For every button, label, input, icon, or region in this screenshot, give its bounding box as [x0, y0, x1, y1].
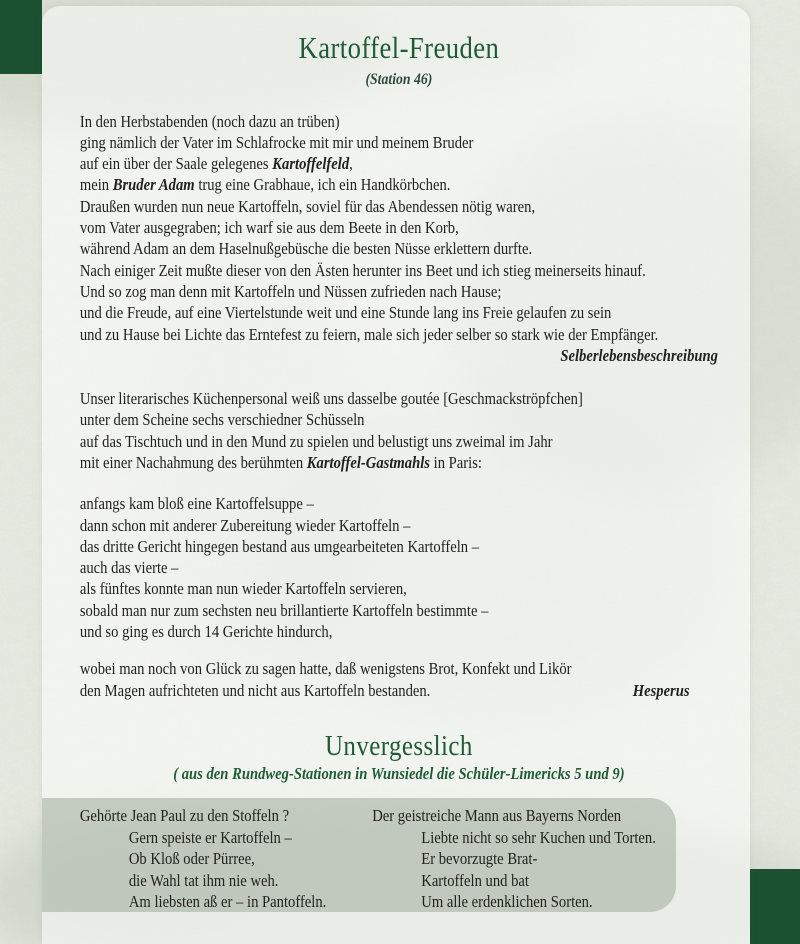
text-line: mein Bruder Adam trug eine Grabhaue, ich ein Handkörbchen. — [79, 175, 451, 195]
text-line: auch das vierte – — [79, 558, 179, 578]
text-line: vom Vater ausgegraben; ich warf sie aus dem Beete in den Korb, — [79, 218, 459, 238]
limerick-left — [42, 805, 372, 912]
emphasized-text: Bruder Adam — [112, 175, 195, 195]
poem-attribution-text: Selberlebensbeschreibung — [560, 345, 718, 365]
text-line: Gehörte Jean Paul zu den Stoffeln ? — [79, 806, 290, 826]
page-title: Kartoffel-Freuden — [298, 30, 500, 65]
text-line: die Wahl tat ihm nie weh. — [128, 870, 279, 890]
text-line: Liebte nicht so sehr Kuchen und Torten. — [421, 827, 656, 847]
text-line: und zu Hause bei Lichte das Erntefest zu feiern, male sich jeder selber so stark wie der Empfänger. — [79, 324, 659, 344]
text-line: Gern speiste er Kartoffeln – — [128, 827, 292, 847]
poem-attribution — [80, 345, 718, 366]
text-line: und die Freude, auf eine Viertelstunde weit und eine Stunde lang ins Freie gelaufen zu sein — [79, 303, 612, 323]
emphasized-text: Kartoffel-Gastmahls — [306, 453, 430, 472]
text-line: Und so zog man denn mit Kartoffeln und Nüssen zufrieden nach Hause; — [79, 281, 502, 301]
text-line: Draußen wurden nun neue Kartoffeln, soviel für das Abendessen nötig waren, — [79, 196, 536, 216]
text-line: unter dem Scheine sechs verschiedner Schüsseln — [79, 410, 365, 430]
poem-block — [80, 111, 718, 345]
emphasized-text: Kartoffelfeld — [272, 154, 350, 174]
card-content — [42, 6, 750, 784]
text-line: auf ein über der Saale gelegenes Kartoffelfeld, — [79, 154, 353, 174]
kitchen-paragraph — [80, 388, 718, 473]
text-line: auf das Tischtuch und in den Mund zu spielen und belustigt uns zweimal im Jahr — [79, 431, 553, 451]
text-line: das dritte Gericht hingegen bestand aus umgearbeiteten Kartoffeln – — [79, 536, 480, 556]
green-corner-right — [750, 869, 800, 944]
page-card — [42, 6, 750, 944]
text-line: während Adam an dem Haselnußgebüsche die besten Nüsse erklettern durfte. — [79, 239, 533, 259]
limerick-right — [372, 805, 676, 912]
text-line: und so ging es durch 14 Gerichte hindurch, — [79, 622, 333, 642]
limericks-panel — [42, 798, 676, 912]
text-line: Kartoffeln und bat — [421, 870, 529, 890]
limericks-columns — [42, 798, 676, 912]
text-line: Unser literarisches Küchenpersonal weiß uns dasselbe goutée [Geschmackströpfchen] — [79, 389, 583, 409]
text-line: In den Herbstabenden (noch dazu an trüben) — [79, 111, 340, 131]
text-line: Am liebsten aß er – in Pantoffeln. — [128, 892, 327, 912]
text-line: Nach einiger Zeit mußte dieser von den Ästen herunter ins Beet und ich stieg meinerseits hinauf. — [79, 260, 646, 280]
text-line: Er bevorzugte Brat- — [421, 849, 538, 869]
text-line: als fünftes konnte man nun wieder Kartoffeln servieren, — [79, 579, 407, 599]
station-subtitle: (Station 46) — [365, 70, 433, 88]
text-line: wobei man noch von Glück zu sagen hatte, daß wenigstens Brot, Konfekt und Likör — [79, 659, 572, 679]
closing-attribution-text: Hesperus — [632, 680, 690, 700]
text-line: sobald man nur zum sechsten neu brillantierte Kartoffeln bestimmte – — [79, 600, 489, 620]
courses-block — [80, 493, 718, 642]
text-line: mit einer Nachahmung des berühmten Kartoffel-Gastmahls in Paris: — [79, 453, 482, 472]
text-line: Der geistreiche Mann aus Bayerns Norden — [372, 806, 622, 826]
section2-subtitle: ( aus den Rundweg-Stationen in Wunsiedel die Schüler-Limericks 5 und 9) — [173, 764, 625, 784]
green-corner-left — [0, 0, 42, 74]
text-line: den Magen aufrichteten und nicht aus Kartoffeln bestanden. — [79, 680, 431, 700]
section2-title: Unvergesslich — [324, 729, 473, 762]
text-line: Um alle erdenklichen Sorten. — [421, 892, 593, 912]
text-line: dann schon mit anderer Zubereitung wieder Kartoffeln – — [79, 515, 411, 535]
text-line: ging nämlich der Vater im Schlafrocke mit mir und meinem Bruder — [79, 132, 474, 152]
text-line: Ob Kloß oder Pürree, — [128, 849, 255, 869]
text-line: anfangs kam bloß eine Kartoffelsuppe – — [79, 494, 314, 514]
